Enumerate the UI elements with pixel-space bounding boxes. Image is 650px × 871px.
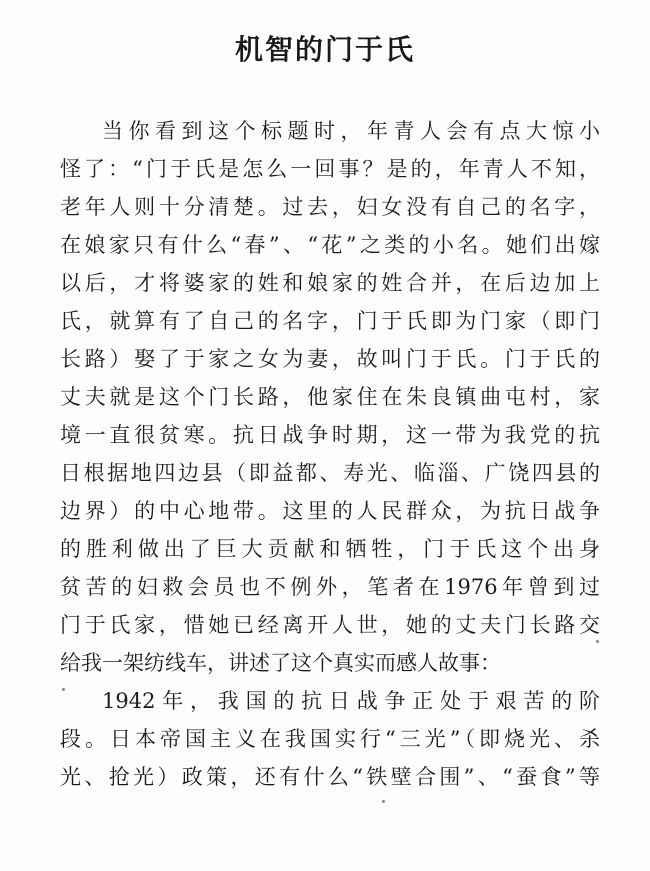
scan-speck (596, 640, 599, 643)
text-line: 在娘家只有什么“春”、“花”之类的小名。她们出嫁 (60, 233, 600, 257)
scan-speck (62, 688, 65, 691)
text-line: 光、抢光）政策，还有什么“铁壁合围”、“蚕食”等 (60, 765, 600, 789)
text-line: 段。日本帝国主义在我国实行“三光”（即烧光、杀 (60, 727, 600, 751)
text-line: 日根据地四边县（即益都、寿光、临淄、广饶四县的 (60, 461, 600, 485)
scan-speck (382, 800, 385, 803)
text-line: 1942年，我国的抗日战争正处于艰苦的阶 (102, 689, 600, 713)
text-line: 当你看到这个标题时，年青人会有点大惊小 (102, 119, 600, 143)
text-line: 长路）娶了于家之女为妻，故叫门于氏。门于氏的 (60, 347, 600, 371)
text-line: 以后，才将婆家的姓和娘家的姓合并，在后边加上 (60, 271, 600, 295)
text-line: 的胜利做出了巨大贡献和牺牲，门于氏这个出身 (60, 537, 600, 561)
text-line: 境一直很贫寒。抗日战争时期，这一带为我党的抗 (60, 423, 600, 447)
article-body (60, 112, 600, 796)
text-line: 老年人则十分清楚。过去，妇女没有自己的名字， (60, 195, 600, 219)
text-line: 给我一架纺线车，讲述了这个真实而感人故事： (60, 651, 501, 675)
text-line: 边界）的中心地带。这里的人民群众，为抗日战争 (60, 499, 600, 523)
text-line: 门于氏家，惜她已经离开人世，她的丈夫门长路交 (60, 613, 600, 637)
text-line: 怪了：“门于氏是怎么一回事？是的，年青人不知， (60, 157, 600, 181)
text-line: 氏，就算有了自己的名字，门于氏即为门家（即门 (60, 309, 600, 333)
page-title: 机智的门于氏 (234, 33, 415, 66)
text-line: 丈夫就是这个门长路，他家住在朱良镇曲屯村，家 (60, 385, 600, 409)
text-line: 贫苦的妇救会员也不例外，笔者在1976年曾到过 (60, 575, 600, 599)
